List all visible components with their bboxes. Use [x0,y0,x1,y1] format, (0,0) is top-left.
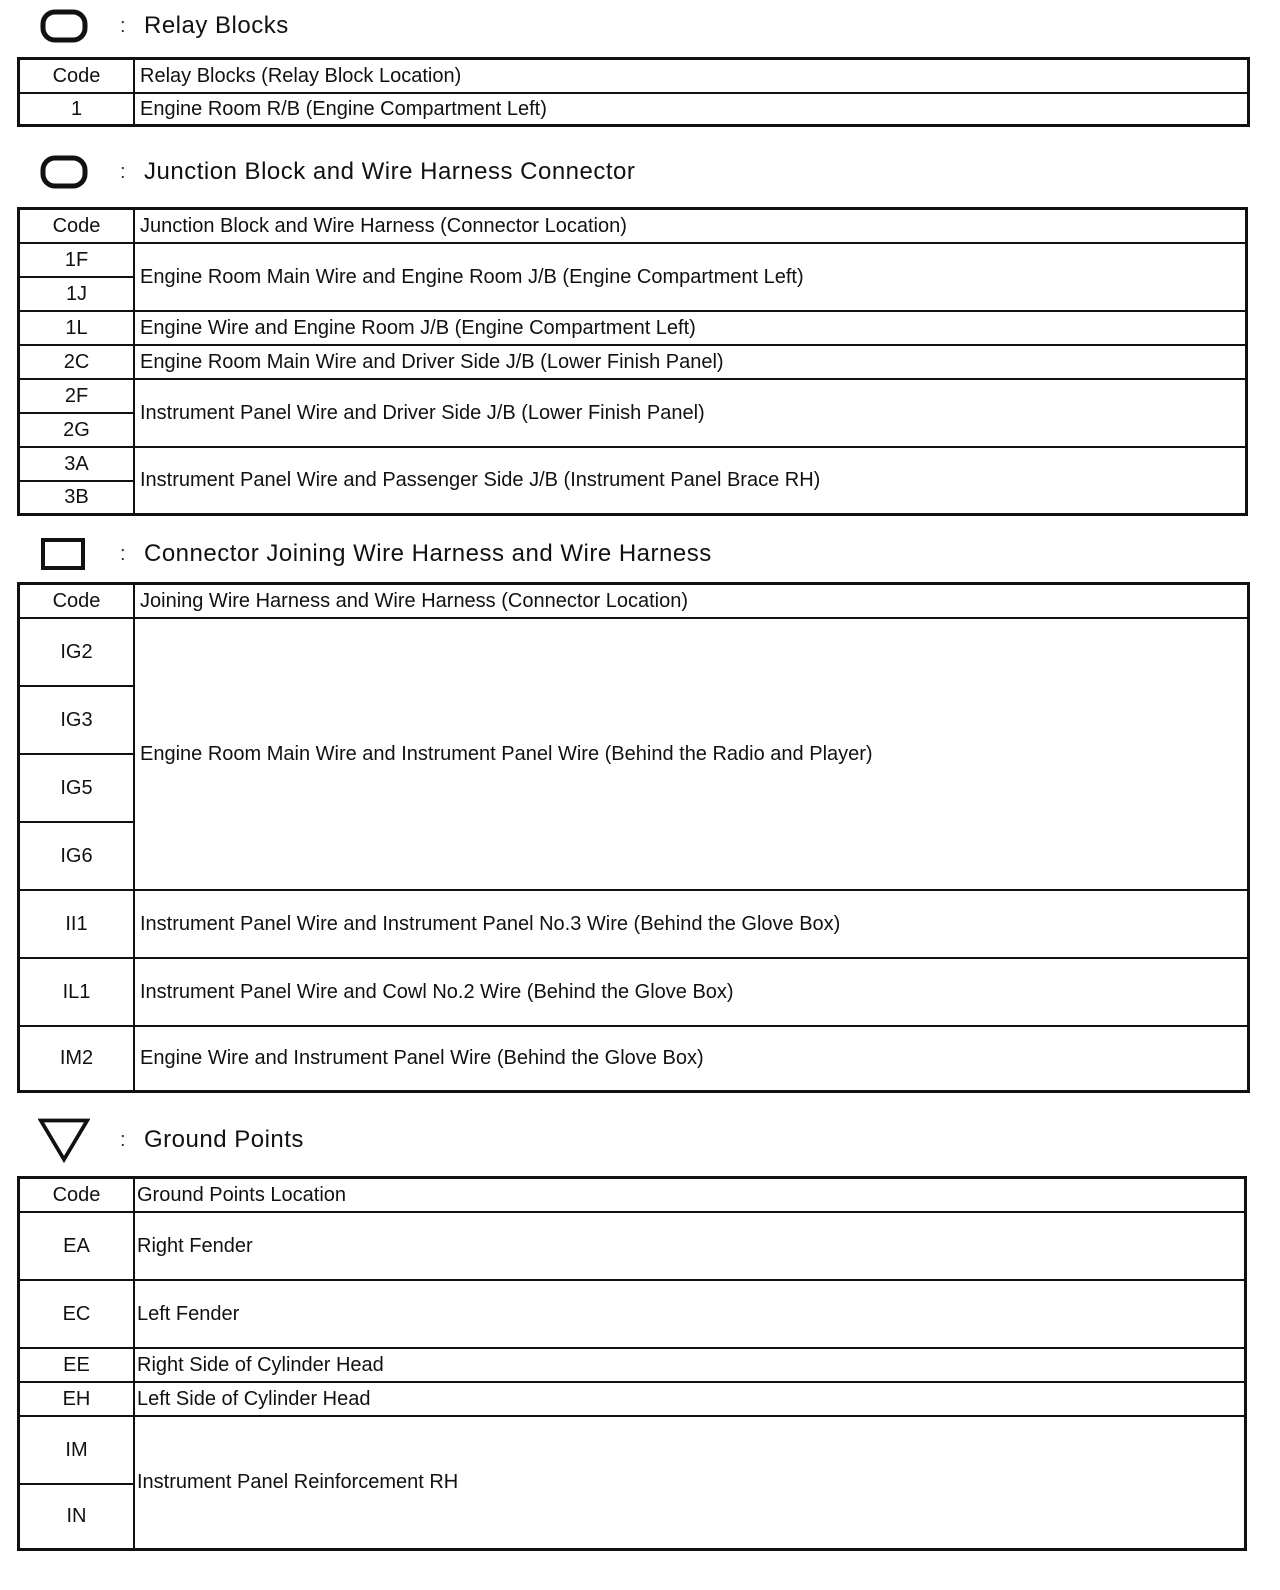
square-icon [38,532,90,576]
row-desc: Engine Room Main Wire and Driver Side J/B (Lower Finish Panel) [134,345,1247,379]
row-desc: Engine Wire and Engine Room J/B (Engine Compartment Left) [134,311,1247,345]
row-code: 1F [19,243,135,277]
section-title: Junction Block and Wire Harness Connector [144,158,636,185]
row-code: IG5 [19,754,135,822]
row-desc: Engine Wire and Instrument Panel Wire (Behind the Glove Box) [134,1026,1249,1092]
section-title: Relay Blocks [144,12,289,39]
row-code: 1 [19,93,135,126]
table-row [19,243,1247,277]
row-desc: Engine Room Main Wire and Engine Room J/B (Engine Compartment Left) [134,243,1247,311]
section-header-junction-block [38,150,635,194]
row-code: 2C [19,345,135,379]
table-row [19,618,1249,686]
row-desc: Engine Room R/B (Engine Compartment Left) [134,93,1249,126]
colon: : [120,542,126,565]
row-code: IN [19,1484,135,1550]
junction-block-table [17,207,1248,516]
rounded-rectangle-icon [38,150,90,194]
table-row [19,890,1249,958]
row-desc: Right Fender [134,1212,1246,1280]
row-code: 1L [19,311,135,345]
row-desc: Instrument Panel Wire and Passenger Side J/B (Instrument Panel Brace RH) [134,447,1247,515]
table-header-row [19,209,1247,243]
section-title: Ground Points [144,1126,304,1153]
relay-blocks-table [17,57,1250,127]
colon: : [120,1128,126,1151]
row-code: IM2 [19,1026,135,1092]
table-row [19,1212,1246,1280]
row-code: 3A [19,447,135,481]
table-row [19,311,1247,345]
row-code: EA [19,1212,135,1280]
row-code: IL1 [19,958,135,1026]
row-desc: Instrument Panel Wire and Instrument Panel No.3 Wire (Behind the Glove Box) [134,890,1249,958]
colon: : [120,160,126,183]
row-code: 2G [19,413,135,447]
table-row [19,958,1249,1026]
row-code: IG6 [19,822,135,890]
header-code: Code [19,584,135,618]
row-desc: Left Fender [134,1280,1246,1348]
row-desc: Left Side of Cylinder Head [134,1382,1246,1416]
header-desc: Ground Points Location [134,1178,1246,1212]
row-desc: Right Side of Cylinder Head [134,1348,1246,1382]
rounded-rectangle-icon [38,4,90,48]
row-code: IG2 [19,618,135,686]
header-desc: Joining Wire Harness and Wire Harness (Connector Location) [134,584,1249,618]
section-header-relay-blocks [38,4,289,48]
row-code: EC [19,1280,135,1348]
section-header-connector-joining [38,532,712,576]
row-desc: Instrument Panel Wire and Driver Side J/B (Lower Finish Panel) [134,379,1247,447]
table-header-row [19,584,1249,618]
header-code: Code [19,1178,135,1212]
row-code: IM [19,1416,135,1484]
header-desc: Relay Blocks (Relay Block Location) [134,59,1249,93]
table-row [19,379,1247,413]
table-row [19,447,1247,481]
row-code: 3B [19,481,135,515]
ground-points-table [17,1176,1247,1551]
section-title: Connector Joining Wire Harness and Wire Harness [144,540,712,567]
row-code: 1J [19,277,135,311]
table-row [19,1416,1246,1484]
table-row [19,93,1249,126]
row-code: II1 [19,890,135,958]
table-row [19,1348,1246,1382]
row-desc: Engine Room Main Wire and Instrument Panel Wire (Behind the Radio and Player) [134,618,1249,890]
table-row [19,1382,1246,1416]
header-code: Code [19,59,135,93]
table-row [19,1280,1246,1348]
row-code: IG3 [19,686,135,754]
triangle-down-icon [38,1118,90,1162]
row-code: EE [19,1348,135,1382]
section-header-ground-points [38,1118,304,1162]
table-row [19,345,1247,379]
row-desc: Instrument Panel Reinforcement RH [134,1416,1246,1550]
header-code: Code [19,209,135,243]
table-row [19,1026,1249,1092]
colon: : [120,14,126,37]
table-header-row [19,59,1249,93]
row-code: EH [19,1382,135,1416]
row-desc: Instrument Panel Wire and Cowl No.2 Wire (Behind the Glove Box) [134,958,1249,1026]
table-header-row [19,1178,1246,1212]
row-code: 2F [19,379,135,413]
header-desc: Junction Block and Wire Harness (Connector Location) [134,209,1247,243]
connector-joining-table [17,582,1250,1093]
